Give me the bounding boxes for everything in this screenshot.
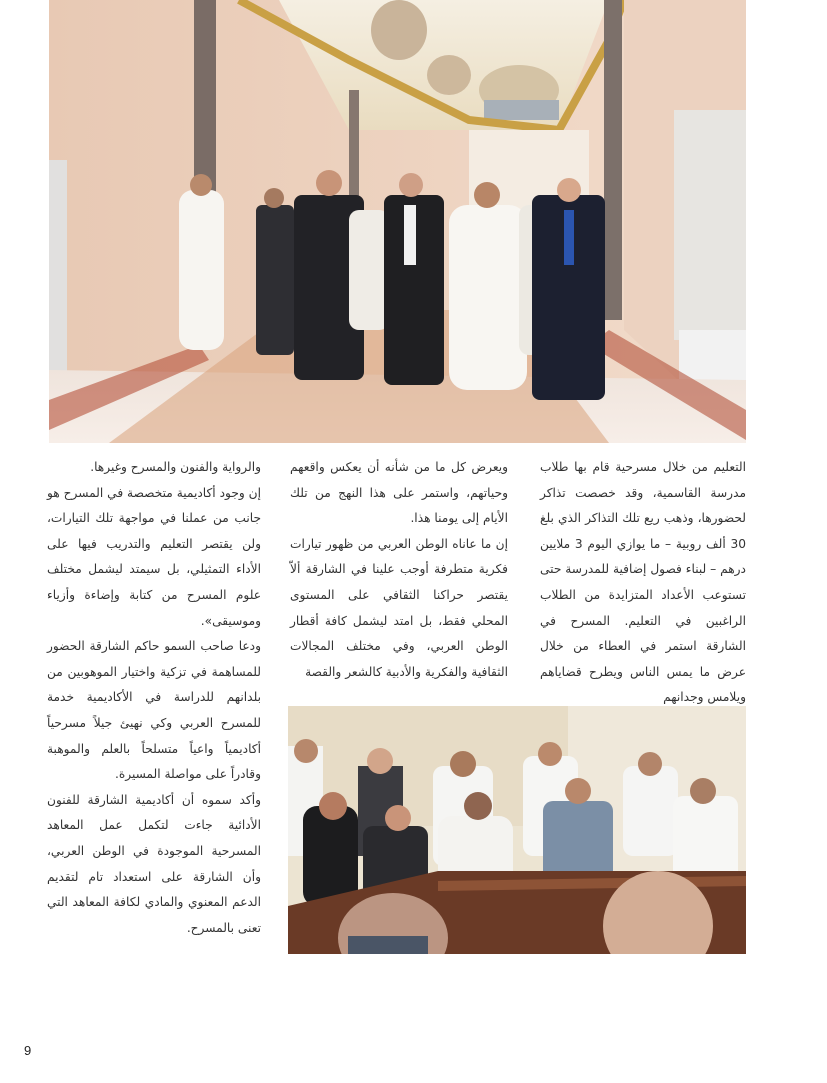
photo-delegation-walking-in-museum-hall bbox=[49, 0, 746, 443]
bottom-photo bbox=[288, 706, 746, 954]
paragraph: وأكد سموه أن أكاديمية الشارقة للفنون الأدائية جاءت لتكمل عمل المعاهد المسرحية الموجودة في الوطن العربي، وأن الشارقة على استعداد تام لتقديم الدعم المعنوي والمادي لكافة المعاهد التي تعنى بالمسرح. bbox=[47, 792, 261, 935]
paragraph: إن ما عاناه الوطن العربي من ظهور تيارات فكرية متطرفة أوجب علينا في الشارقة ألاّ يقتصر حراكنا الثقافي على المستوى المحلي فقط، بل امتد ليشمل كافة أقطار الوطن العربي، وفي مختلف المجالات الثقافية والفكرية والأدبية كالشعر والقصة bbox=[290, 536, 508, 679]
paragraph: التعليم من خلال مسرحية قام بها طلاب مدرسة القاسمية، وقد خصصت تذاكر لحضورها، وذهب ريع تلك التذاكر الذي بلغ 30 ألف روبية – ما يوازي اليوم 3 ملايين درهم – لبناء فصول إضافية للمدرسة حتى تستوعب الأعداد المتزايدة من الطلاب الراغبين في التعليم. المسرح في الشارقة استمر في العطاء من خلال عرض ما يمس الناس ويطرح قضاياهم ويلامس وجدانهم bbox=[540, 460, 746, 705]
paragraph: ويعرض كل ما من شأنه أن يعكس واقعهم وحياتهم، واستمر على هذا النهج من تلك الأيام إلى يومنا هذا. bbox=[290, 460, 508, 526]
photo-meeting-at-conference-table bbox=[288, 706, 746, 954]
page-number: 9 bbox=[24, 1043, 32, 1058]
text-column-middle bbox=[290, 455, 508, 685]
text-column-right bbox=[540, 455, 746, 711]
paragraph: ودعا صاحب السمو حاكم الشارقة الحضور للمساهمة في تزكية واختيار الموهوبين من بلدانهم للدراسة في الأكاديمية خدمة للمسرح العربي وكي نهيئ جيلاً مسرحياً أكاديمياً واعياً متسلحاً بالعلم والموهبة وقادراً على مواصلة المسيرة. bbox=[47, 639, 261, 782]
paragraph: إن وجود أكاديمية متخصصة في المسرح هو جانب من عملنا في مواجهة تلك التيارات، ولن يقتصر التعليم والتدريب فيها على الأداء التمثيلي، بل سيمتد ليشمل مختلف علوم المسرح من كتابة وإضاءة وأزياء وموسيقى». bbox=[47, 485, 261, 628]
paragraph: والرواية والفنون والمسرح وغيرها. bbox=[90, 460, 261, 474]
top-photo bbox=[49, 0, 746, 443]
text-column-left bbox=[47, 455, 261, 941]
